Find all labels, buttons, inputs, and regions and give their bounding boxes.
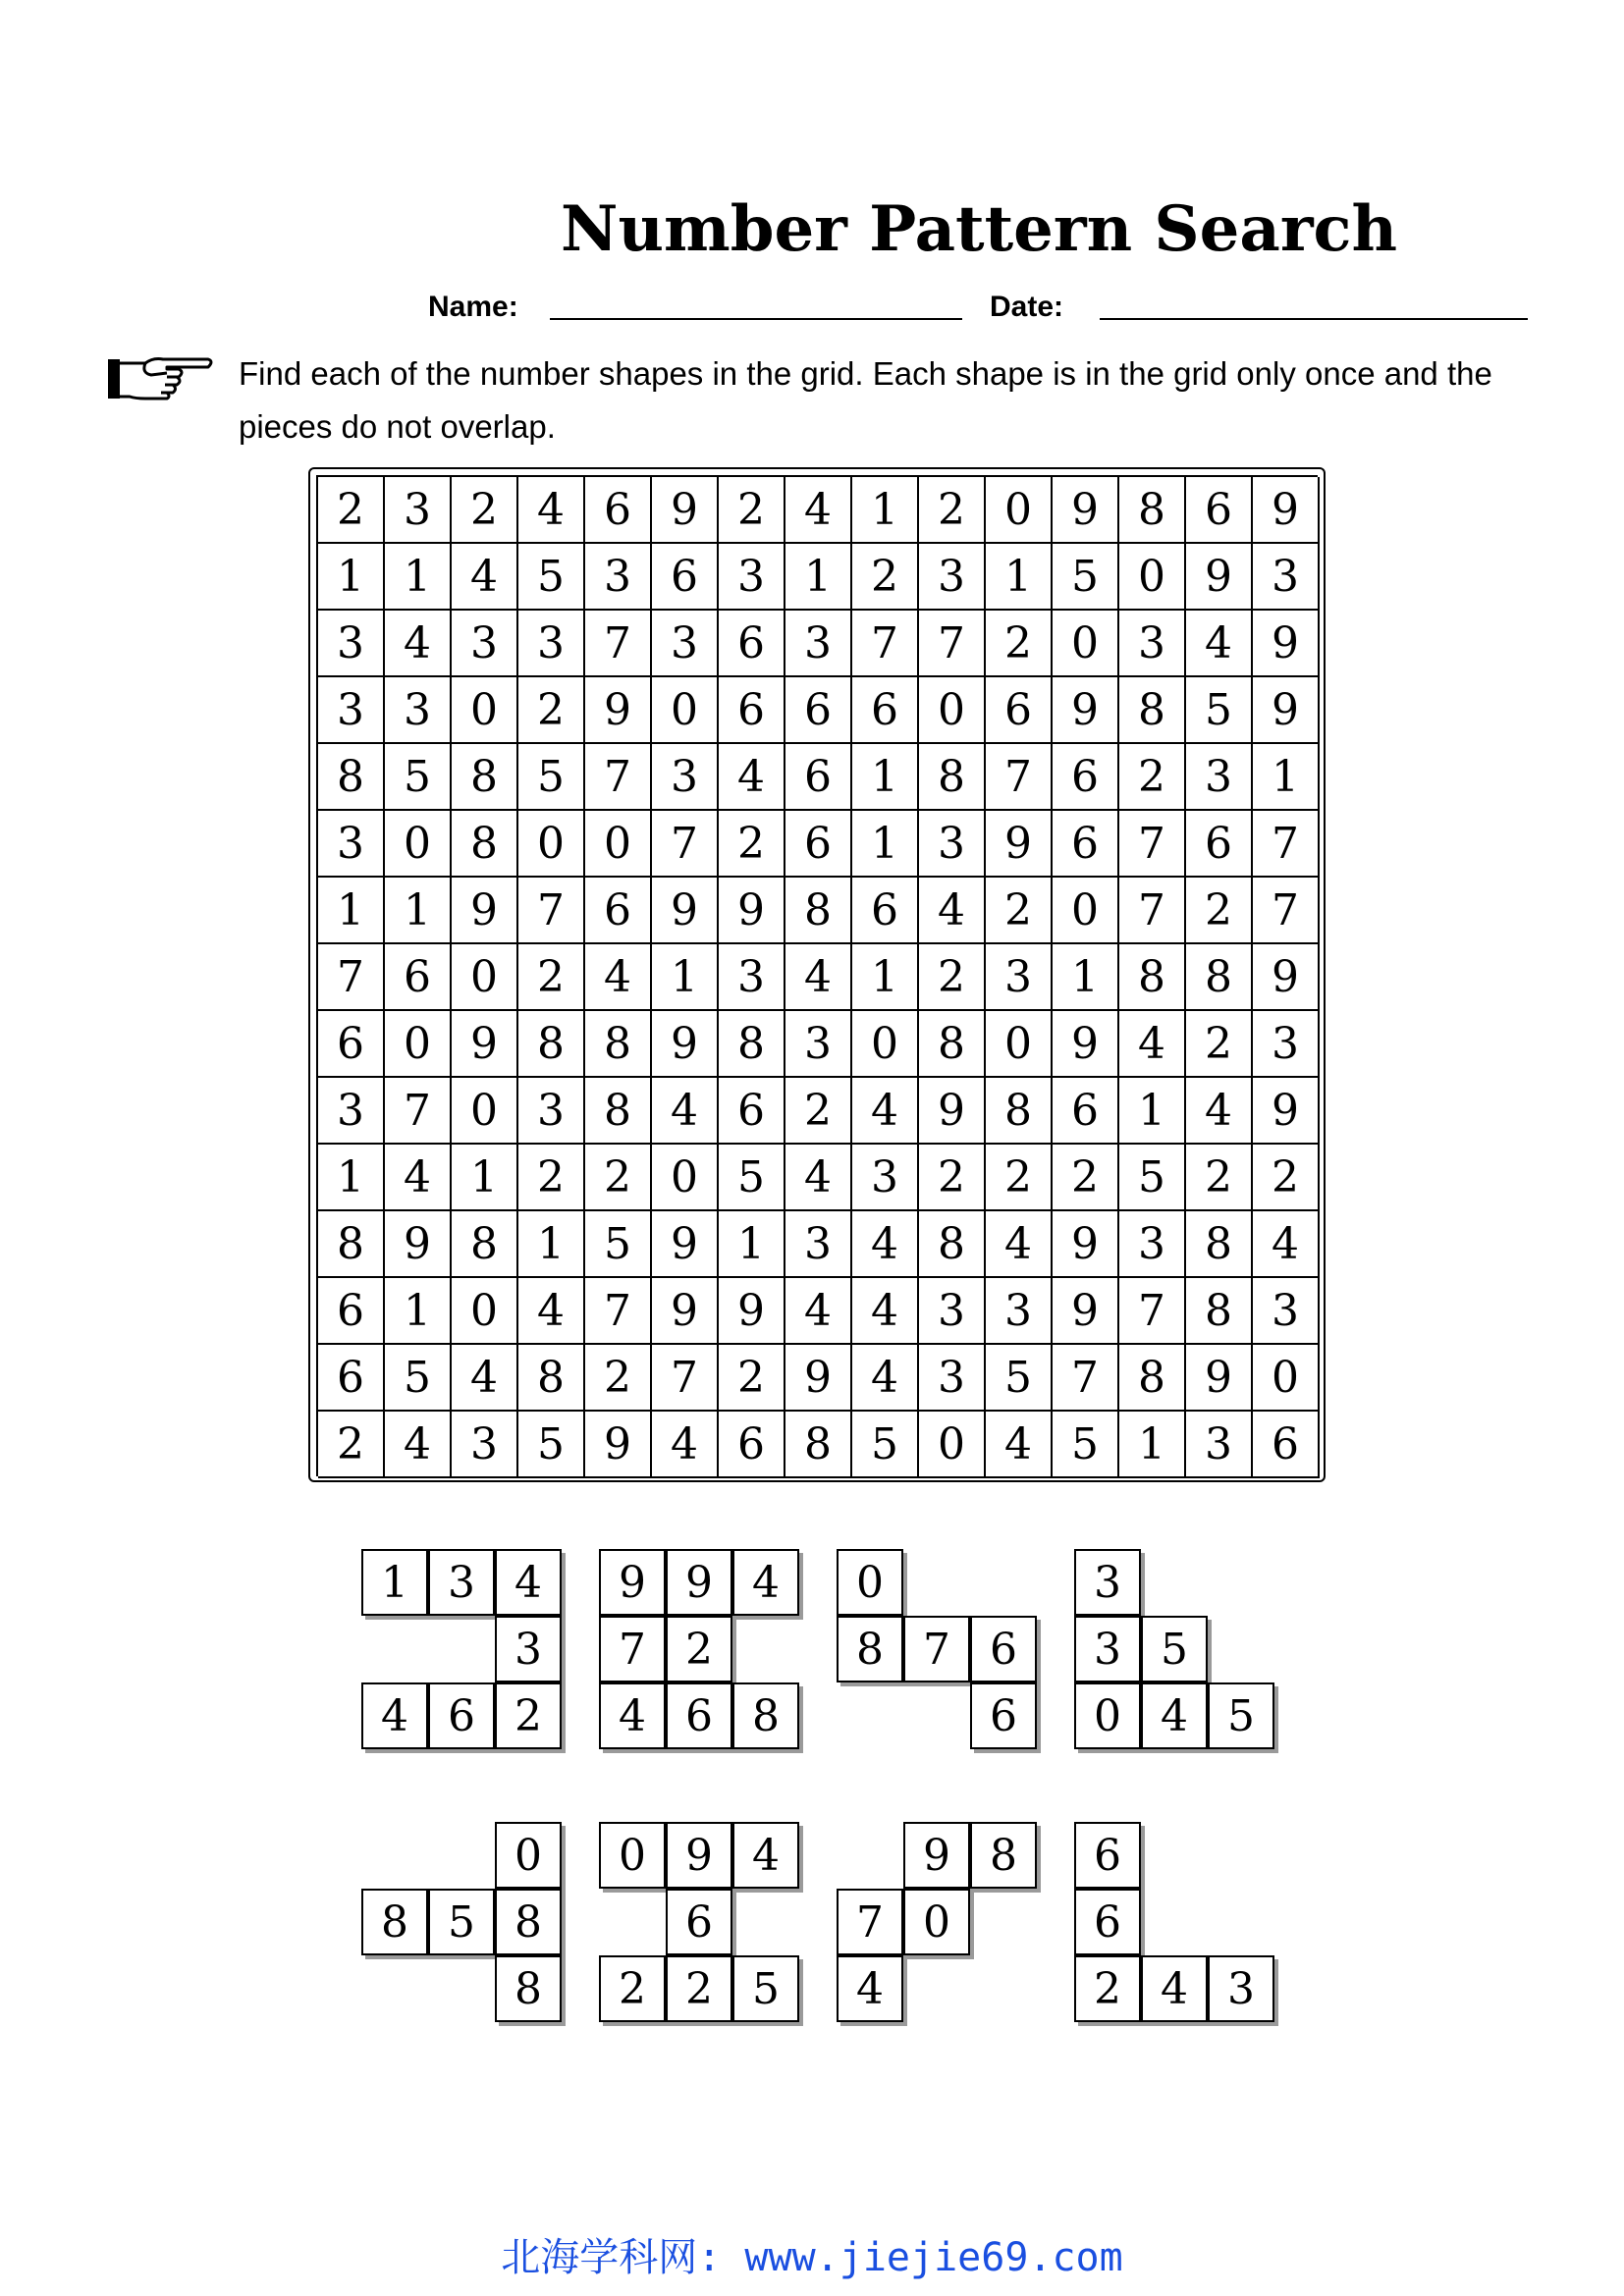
grid-cell: 9 — [1186, 544, 1253, 611]
shape-cell: 8 — [970, 1822, 1037, 1889]
grid-cell: 3 — [1186, 1412, 1253, 1478]
grid-cell: 4 — [652, 1078, 719, 1145]
grid-cell: 6 — [318, 1278, 385, 1345]
grid-cell: 3 — [318, 1078, 385, 1145]
grid-cell: 1 — [852, 744, 919, 811]
grid-cell: 1 — [852, 811, 919, 878]
grid-cell: 9 — [452, 1011, 518, 1078]
shape-cell: 6 — [970, 1616, 1037, 1682]
grid-cell: 4 — [1253, 1211, 1320, 1278]
grid-cell: 8 — [919, 1211, 986, 1278]
grid-cell: 6 — [318, 1345, 385, 1412]
grid-cell: 4 — [852, 1211, 919, 1278]
grid-cell: 8 — [318, 744, 385, 811]
grid-cell: 2 — [986, 611, 1053, 677]
grid-cell: 0 — [452, 1078, 518, 1145]
grid-cell: 7 — [986, 744, 1053, 811]
name-label: Name: — [428, 291, 518, 323]
shape-cell: 7 — [599, 1616, 666, 1682]
grid-cell: 6 — [1186, 477, 1253, 544]
grid-cell: 3 — [852, 1145, 919, 1211]
grid-cell: 5 — [1053, 1412, 1119, 1478]
shape-cell: 7 — [903, 1616, 970, 1682]
grid-cell: 1 — [1253, 744, 1320, 811]
grid-cell: 2 — [1186, 1145, 1253, 1211]
shape-cell: 8 — [732, 1682, 799, 1749]
grid-cell: 3 — [986, 1278, 1053, 1345]
footer-watermark: 北海学科网: www.jiejie69.com — [501, 2235, 1123, 2280]
grid-cell: 4 — [719, 744, 785, 811]
grid-cell: 2 — [452, 477, 518, 544]
grid-cell: 9 — [1053, 1278, 1119, 1345]
shape-cell: 0 — [495, 1822, 562, 1889]
grid-cell: 8 — [518, 1345, 585, 1412]
shape-cell: 6 — [1074, 1889, 1141, 1955]
grid-cell: 6 — [852, 878, 919, 944]
grid-cell: 0 — [652, 1145, 719, 1211]
grid-cell: 9 — [1253, 1078, 1320, 1145]
grid-cell: 5 — [1119, 1145, 1186, 1211]
shape-cell: 7 — [837, 1889, 903, 1955]
grid-cell: 7 — [1253, 811, 1320, 878]
grid-cell: 0 — [452, 944, 518, 1011]
grid-cell: 4 — [518, 1278, 585, 1345]
grid-cell: 9 — [1053, 677, 1119, 744]
shape-cell: 3 — [1074, 1616, 1141, 1682]
grid-cell: 4 — [852, 1345, 919, 1412]
grid-cell: 4 — [1186, 611, 1253, 677]
grid-cell: 6 — [385, 944, 452, 1011]
grid-cell: 3 — [452, 611, 518, 677]
grid-cell: 2 — [1119, 744, 1186, 811]
grid-cell: 1 — [1119, 1078, 1186, 1145]
grid-cell: 2 — [986, 1145, 1053, 1211]
grid-cell: 3 — [452, 1412, 518, 1478]
grid-cell: 4 — [852, 1078, 919, 1145]
grid-cell: 3 — [1253, 544, 1320, 611]
shape-cell: 6 — [970, 1682, 1037, 1749]
grid-cell: 8 — [986, 1078, 1053, 1145]
shape-cell: 5 — [428, 1889, 495, 1955]
grid-cell: 0 — [852, 1011, 919, 1078]
grid-cell: 1 — [318, 878, 385, 944]
grid-cell: 5 — [986, 1345, 1053, 1412]
grid-cell: 9 — [1053, 1011, 1119, 1078]
grid-cell: 4 — [785, 477, 852, 544]
shape-cell: 5 — [1141, 1616, 1208, 1682]
shape-cell: 4 — [732, 1822, 799, 1889]
grid-cell: 4 — [518, 477, 585, 544]
shape-cell: 2 — [666, 1955, 732, 2022]
grid-cell: 2 — [318, 1412, 385, 1478]
grid-cell: 4 — [585, 944, 652, 1011]
grid-cell: 4 — [652, 1412, 719, 1478]
grid-cell: 3 — [318, 677, 385, 744]
shape-cell: 2 — [599, 1955, 666, 2022]
grid-cell: 9 — [1053, 477, 1119, 544]
grid-cell: 1 — [652, 944, 719, 1011]
shape-cell: 2 — [1074, 1955, 1141, 2022]
grid-cell: 8 — [452, 811, 518, 878]
grid-cell: 8 — [1186, 1211, 1253, 1278]
grid-cell: 6 — [1053, 811, 1119, 878]
grid-cell: 6 — [719, 677, 785, 744]
grid-cell: 2 — [986, 878, 1053, 944]
grid-cell: 4 — [852, 1278, 919, 1345]
grid-cell: 1 — [852, 477, 919, 544]
shape-cell: 9 — [903, 1822, 970, 1889]
pointing-hand-icon — [106, 351, 216, 406]
grid-cell: 6 — [719, 611, 785, 677]
grid-cell: 2 — [518, 677, 585, 744]
grid-cell: 7 — [652, 1345, 719, 1412]
shape-cell: 8 — [495, 1955, 562, 2022]
grid-cell: 1 — [385, 878, 452, 944]
shape-cell: 3 — [495, 1616, 562, 1682]
grid-cell: 8 — [452, 744, 518, 811]
grid-cell: 6 — [585, 878, 652, 944]
shape-cell: 2 — [666, 1616, 732, 1682]
grid-cell: 4 — [1119, 1011, 1186, 1078]
grid-cell: 5 — [719, 1145, 785, 1211]
grid-cell: 7 — [1119, 1278, 1186, 1345]
grid-cell: 8 — [1186, 944, 1253, 1011]
grid-cell: 3 — [919, 811, 986, 878]
grid-cell: 0 — [919, 677, 986, 744]
grid-cell: 6 — [1253, 1412, 1320, 1478]
grid-cell: 2 — [919, 477, 986, 544]
grid-cell: 1 — [318, 544, 385, 611]
grid-cell: 7 — [385, 1078, 452, 1145]
grid-cell: 4 — [385, 1145, 452, 1211]
grid-cell: 3 — [785, 1011, 852, 1078]
grid-cell: 9 — [719, 878, 785, 944]
grid-cell: 3 — [919, 544, 986, 611]
grid-cell: 4 — [986, 1412, 1053, 1478]
grid-cell: 3 — [719, 944, 785, 1011]
grid-cell: 6 — [986, 677, 1053, 744]
grid-cell: 4 — [986, 1211, 1053, 1278]
grid-cell: 9 — [1053, 1211, 1119, 1278]
grid-cell: 9 — [652, 878, 719, 944]
grid-cell: 8 — [1119, 1345, 1186, 1412]
shape-cell: 4 — [837, 1955, 903, 2022]
grid-cell: 6 — [1053, 1078, 1119, 1145]
shape-cell: 4 — [1141, 1955, 1208, 2022]
grid-cell: 1 — [719, 1211, 785, 1278]
grid-cell: 5 — [518, 744, 585, 811]
grid-cell: 3 — [1119, 1211, 1186, 1278]
grid-cell: 9 — [652, 1011, 719, 1078]
grid-cell: 8 — [1119, 677, 1186, 744]
grid-cell: 3 — [652, 744, 719, 811]
grid-cell: 7 — [1119, 811, 1186, 878]
grid-cell: 6 — [318, 1011, 385, 1078]
grid-cell: 6 — [719, 1412, 785, 1478]
grid-cell: 0 — [1253, 1345, 1320, 1412]
shape-cell: 6 — [666, 1682, 732, 1749]
page-title: Number Pattern Search — [560, 192, 1398, 266]
grid-cell: 2 — [1186, 878, 1253, 944]
grid-cell: 1 — [986, 544, 1053, 611]
grid-cell: 2 — [585, 1345, 652, 1412]
grid-cell: 6 — [1186, 811, 1253, 878]
grid-cell: 9 — [986, 811, 1053, 878]
shape-cell: 3 — [428, 1549, 495, 1616]
grid-cell: 9 — [652, 1211, 719, 1278]
grid-cell: 5 — [585, 1211, 652, 1278]
grid-cell: 6 — [785, 811, 852, 878]
grid-cell: 5 — [518, 1412, 585, 1478]
grid-cell: 0 — [585, 811, 652, 878]
grid-cell: 3 — [1253, 1278, 1320, 1345]
grid-cell: 3 — [318, 611, 385, 677]
shape-cell: 6 — [666, 1889, 732, 1955]
shape-cell: 0 — [837, 1549, 903, 1616]
grid-cell: 1 — [1053, 944, 1119, 1011]
grid-cell: 6 — [585, 477, 652, 544]
grid-cell: 0 — [1053, 878, 1119, 944]
grid-cell: 0 — [1053, 611, 1119, 677]
grid-cell: 1 — [785, 544, 852, 611]
grid-cell: 3 — [785, 611, 852, 677]
grid-cell: 8 — [585, 1011, 652, 1078]
grid-cell: 0 — [986, 477, 1053, 544]
shape-cell: 0 — [903, 1889, 970, 1955]
grid-cell: 5 — [385, 744, 452, 811]
grid-cell: 3 — [585, 544, 652, 611]
grid-cell: 0 — [919, 1412, 986, 1478]
grid-cell: 9 — [385, 1211, 452, 1278]
grid-cell: 4 — [385, 1412, 452, 1478]
grid-cell: 2 — [585, 1145, 652, 1211]
grid-cell: 3 — [385, 677, 452, 744]
shape-cell: 9 — [666, 1549, 732, 1616]
grid-cell: 0 — [385, 811, 452, 878]
grid-cell: 3 — [652, 611, 719, 677]
grid-cell: 0 — [1119, 544, 1186, 611]
shape-cell: 8 — [361, 1889, 428, 1955]
shape-cell: 5 — [732, 1955, 799, 2022]
grid-cell: 7 — [852, 611, 919, 677]
grid-cell: 8 — [1119, 944, 1186, 1011]
grid-cell: 2 — [1253, 1145, 1320, 1211]
shape-cell: 4 — [732, 1549, 799, 1616]
grid-cell: 5 — [385, 1345, 452, 1412]
instructions: Find each of the number shapes in the grid. Each shape is in the grid only once and the pieces do not overlap. — [239, 355, 1492, 445]
grid-cell: 0 — [385, 1011, 452, 1078]
grid-cell: 0 — [452, 677, 518, 744]
grid-cell: 9 — [1186, 1345, 1253, 1412]
grid-cell: 9 — [585, 1412, 652, 1478]
grid-cell: 2 — [852, 544, 919, 611]
grid-cell: 4 — [785, 1145, 852, 1211]
shape-cell: 4 — [1141, 1682, 1208, 1749]
grid-cell: 0 — [986, 1011, 1053, 1078]
grid-cell: 7 — [919, 611, 986, 677]
grid-cell: 7 — [652, 811, 719, 878]
grid-cell: 2 — [318, 477, 385, 544]
shape-cell: 0 — [599, 1822, 666, 1889]
grid-cell: 9 — [452, 878, 518, 944]
grid-cell: 9 — [1253, 944, 1320, 1011]
grid-cell: 2 — [785, 1078, 852, 1145]
shape-cell: 1 — [361, 1549, 428, 1616]
grid-cell: 2 — [719, 477, 785, 544]
grid-cell: 4 — [1186, 1078, 1253, 1145]
shape-cell: 3 — [1074, 1549, 1141, 1616]
date-line — [1100, 318, 1528, 320]
grid-cell: 8 — [1186, 1278, 1253, 1345]
grid-cell: 9 — [719, 1278, 785, 1345]
grid-cell: 2 — [1053, 1145, 1119, 1211]
grid-cell: 3 — [1253, 1011, 1320, 1078]
grid-cell: 9 — [585, 677, 652, 744]
grid-cell: 5 — [852, 1412, 919, 1478]
grid-cell: 9 — [919, 1078, 986, 1145]
grid-cell: 6 — [1053, 744, 1119, 811]
grid-cell: 3 — [385, 477, 452, 544]
grid-cell: 8 — [719, 1011, 785, 1078]
grid-cell: 3 — [318, 811, 385, 878]
grid-cell: 9 — [785, 1345, 852, 1412]
grid-cell: 4 — [785, 944, 852, 1011]
grid-cell: 0 — [652, 677, 719, 744]
grid-cell: 3 — [1119, 611, 1186, 677]
grid-cell: 8 — [785, 1412, 852, 1478]
grid-cell: 3 — [919, 1278, 986, 1345]
grid-cell: 7 — [1253, 878, 1320, 944]
grid-cell: 6 — [852, 677, 919, 744]
grid-cell: 5 — [1186, 677, 1253, 744]
grid-cell: 9 — [1253, 611, 1320, 677]
grid-cell: 2 — [919, 944, 986, 1011]
grid-cell: 4 — [452, 544, 518, 611]
grid-cell: 1 — [452, 1145, 518, 1211]
grid-cell: 7 — [1053, 1345, 1119, 1412]
grid-cell: 4 — [385, 611, 452, 677]
grid-cell: 9 — [1253, 677, 1320, 744]
shape-cell: 8 — [837, 1616, 903, 1682]
shape-cell: 9 — [599, 1549, 666, 1616]
grid-cell: 3 — [986, 944, 1053, 1011]
grid-cell: 8 — [318, 1211, 385, 1278]
grid-cell: 1 — [518, 1211, 585, 1278]
grid-cell: 7 — [518, 878, 585, 944]
grid-cell: 5 — [1053, 544, 1119, 611]
grid-cell: 1 — [385, 1278, 452, 1345]
grid-cell: 9 — [652, 477, 719, 544]
grid-cell: 6 — [719, 1078, 785, 1145]
shape-cell: 4 — [599, 1682, 666, 1749]
shape-cell: 8 — [495, 1889, 562, 1955]
grid-cell: 8 — [919, 1011, 986, 1078]
shape-cell: 5 — [1208, 1682, 1274, 1749]
grid-cell: 5 — [518, 544, 585, 611]
shape-cell: 4 — [495, 1549, 562, 1616]
shape-cell: 0 — [1074, 1682, 1141, 1749]
grid-cell: 3 — [1186, 744, 1253, 811]
grid-cell: 0 — [452, 1278, 518, 1345]
grid-cell: 8 — [919, 744, 986, 811]
grid-cell: 7 — [585, 611, 652, 677]
grid-cell: 1 — [1119, 1412, 1186, 1478]
grid-cell: 8 — [585, 1078, 652, 1145]
grid-cell: 8 — [452, 1211, 518, 1278]
shape-cell: 9 — [666, 1822, 732, 1889]
grid-cell: 2 — [719, 811, 785, 878]
grid-cell: 3 — [919, 1345, 986, 1412]
shape-cell: 6 — [428, 1682, 495, 1749]
grid-cell: 2 — [518, 1145, 585, 1211]
date-label: Date: — [990, 291, 1064, 323]
grid-cell: 7 — [585, 1278, 652, 1345]
grid-cell: 4 — [919, 878, 986, 944]
grid-cell: 0 — [518, 811, 585, 878]
grid-cell: 4 — [452, 1345, 518, 1412]
grid-cell: 6 — [785, 744, 852, 811]
grid-cell: 3 — [719, 544, 785, 611]
grid-cell: 1 — [385, 544, 452, 611]
grid-cell: 3 — [785, 1211, 852, 1278]
grid-cell: 4 — [785, 1278, 852, 1345]
grid-cell: 2 — [919, 1145, 986, 1211]
grid-cell: 2 — [719, 1345, 785, 1412]
grid-cell: 3 — [518, 1078, 585, 1145]
grid-cell: 8 — [518, 1011, 585, 1078]
number-grid — [316, 475, 1318, 1476]
grid-cell: 7 — [318, 944, 385, 1011]
grid-cell: 2 — [518, 944, 585, 1011]
shape-cell: 4 — [361, 1682, 428, 1749]
name-line — [550, 318, 962, 320]
grid-cell: 7 — [585, 744, 652, 811]
grid-cell: 6 — [652, 544, 719, 611]
shape-cell: 3 — [1208, 1955, 1274, 2022]
grid-cell: 7 — [1119, 878, 1186, 944]
grid-cell: 6 — [785, 677, 852, 744]
grid-cell: 1 — [852, 944, 919, 1011]
grid-cell: 8 — [785, 878, 852, 944]
shape-cell: 6 — [1074, 1822, 1141, 1889]
grid-cell: 3 — [518, 611, 585, 677]
grid-cell: 1 — [318, 1145, 385, 1211]
grid-cell: 8 — [1119, 477, 1186, 544]
grid-cell: 9 — [1253, 477, 1320, 544]
shape-cell: 2 — [495, 1682, 562, 1749]
grid-cell: 9 — [652, 1278, 719, 1345]
grid-cell: 2 — [1186, 1011, 1253, 1078]
